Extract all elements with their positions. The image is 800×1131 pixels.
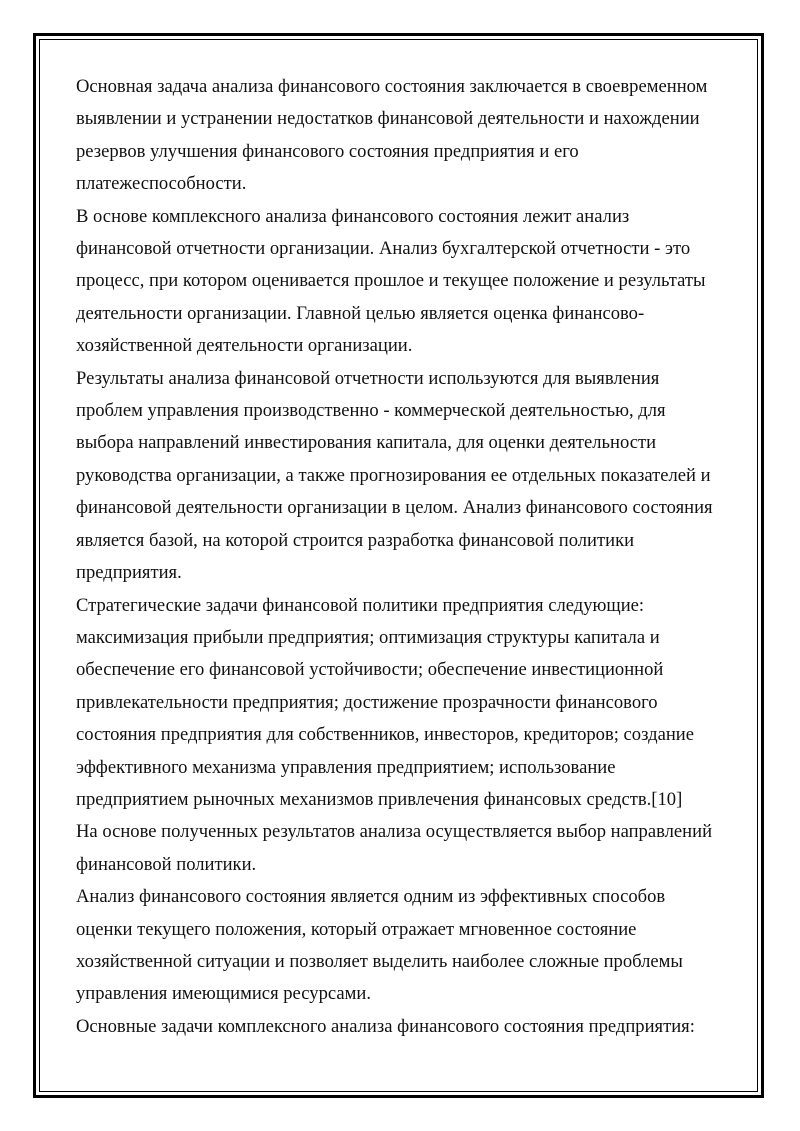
text-line: Основная задача анализа финансового состояния заключается в своевременном	[76, 76, 708, 97]
text-line: деятельности организации. Главной целью является оценка финансово-	[76, 302, 645, 324]
text-line: Анализ финансового состояния является одним из эффективных способов	[76, 886, 666, 908]
paragraph-4	[76, 590, 746, 817]
text-line: Стратегические задачи финансовой политики предприятия следующие:	[76, 594, 645, 616]
document-body	[76, 71, 746, 1043]
text-line: Основные задачи комплексного анализа финансового состояния предприятия:	[76, 1015, 695, 1037]
paragraph-5	[76, 816, 746, 881]
text-line: В основе комплексного анализа финансового состояния лежит анализ	[76, 205, 630, 227]
text-line: финансовой политики.	[76, 853, 257, 875]
text-line: обеспечение его финансовой устойчивости; обеспечение инвестиционной	[76, 659, 664, 681]
text-line: проблем управления производственно - коммерческой деятельностью, для	[76, 400, 666, 422]
text-line: эффективного механизма управления предприятием; использование	[76, 756, 616, 778]
text-line: привлекательности предприятия; достижение прозрачности финансового	[76, 691, 658, 713]
text-line: хозяйственной ситуации и позволяет выделить наиболее сложные проблемы	[76, 950, 683, 972]
paragraph-7	[76, 1011, 746, 1043]
text-line: На основе полученных результатов анализа осуществляется выбор направлений	[76, 821, 713, 843]
text-line: состояния предприятия для собственников, инвесторов, кредиторов; создание	[76, 724, 694, 746]
text-line: управления имеющимися ресурсами.	[76, 983, 371, 1005]
paragraph-1	[76, 71, 746, 201]
text-line: резервов улучшения финансового состояния предприятия и его	[76, 140, 579, 162]
text-line: финансовой отчетности организации. Анализ бухгалтерской отчетности - это	[76, 238, 691, 260]
text-line: максимизация прибыли предприятия; оптимизация структуры капитала и	[76, 626, 660, 648]
paragraph-6	[76, 881, 746, 1011]
paragraph-2	[76, 201, 746, 363]
text-line: является базой, на которой строится разработка финансовой политики	[76, 529, 635, 551]
text-line: платежеспособности.	[76, 173, 247, 195]
text-line: процесс, при котором оценивается прошлое и текущее положение и результаты	[76, 270, 706, 292]
text-line: предприятием рыночных механизмов привлечения финансовых средств.[10]	[76, 788, 683, 810]
text-line: руководства организации, а также прогнозирования ее отдельных показателей и	[76, 464, 711, 486]
text-line: выбора направлений инвестирования капитала, для оценки деятельности	[76, 432, 657, 454]
text-line: выявлении и устранении недостатков финансовой деятельности и нахождении	[76, 108, 700, 130]
paragraph-3	[76, 363, 746, 590]
text-line: Результаты анализа финансовой отчетности используются для выявления	[76, 367, 660, 389]
text-line: предприятия.	[76, 562, 182, 584]
text-line: оценки текущего положения, который отражает мгновенное состояние	[76, 918, 637, 940]
text-line: хозяйственной деятельности организации.	[76, 335, 413, 357]
text-line: финансовой деятельности организации в целом. Анализ финансового состояния	[76, 497, 713, 519]
